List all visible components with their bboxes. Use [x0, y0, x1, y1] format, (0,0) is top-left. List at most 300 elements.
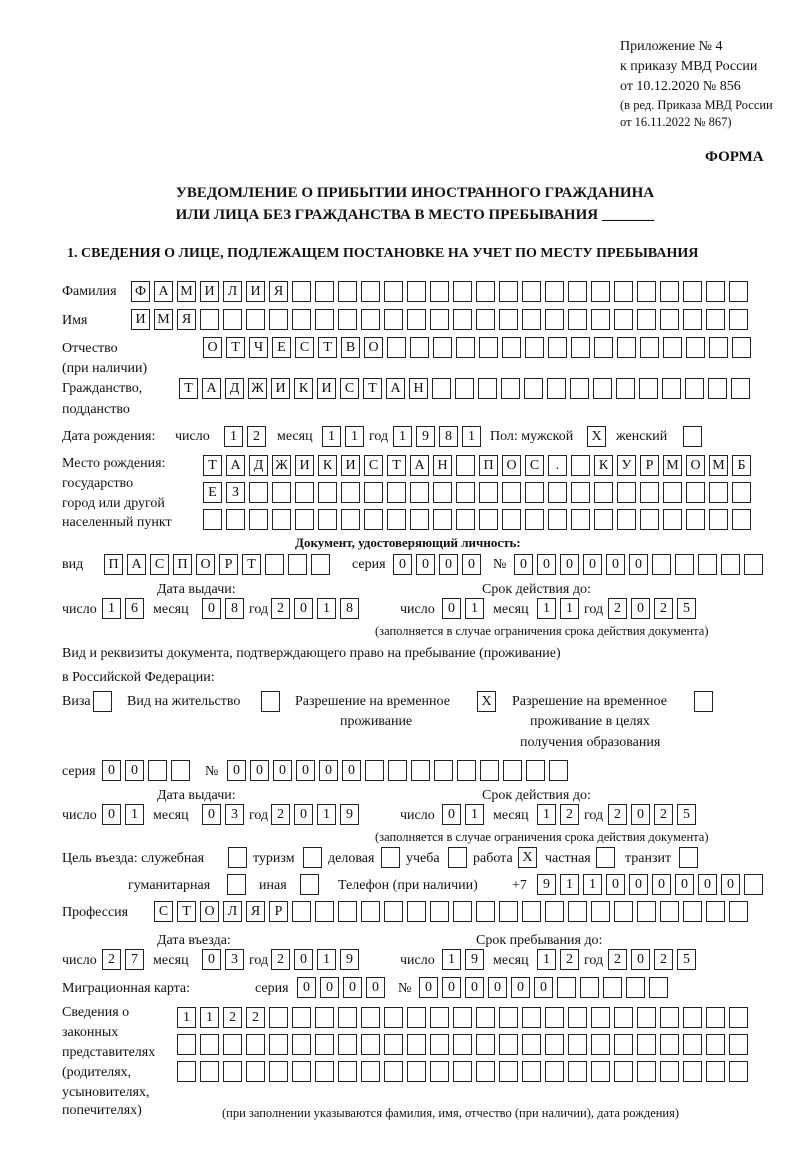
cell[interactable] — [433, 509, 452, 530]
cell[interactable] — [594, 482, 613, 503]
cell[interactable]: 1 — [317, 598, 336, 619]
cell[interactable] — [455, 378, 474, 399]
cell[interactable]: 1 — [224, 426, 243, 447]
cell[interactable]: 6 — [125, 598, 144, 619]
cell[interactable]: 0 — [294, 804, 313, 825]
cell[interactable] — [686, 509, 705, 530]
purpose-tourism-checkbox[interactable] — [303, 847, 322, 868]
cell[interactable] — [315, 309, 334, 330]
cell[interactable]: 0 — [202, 804, 221, 825]
cell[interactable]: Т — [363, 378, 382, 399]
cell[interactable]: 2 — [608, 598, 627, 619]
cell[interactable] — [476, 281, 495, 302]
cell[interactable]: 3 — [225, 949, 244, 970]
cell[interactable] — [729, 281, 748, 302]
cell[interactable] — [365, 760, 384, 781]
cell[interactable] — [706, 1034, 725, 1055]
doc-series-field[interactable] — [393, 554, 481, 575]
cell[interactable]: 1 — [102, 598, 121, 619]
cell[interactable] — [522, 1007, 541, 1028]
cell[interactable]: К — [594, 455, 613, 476]
stay-issue-day[interactable] — [102, 804, 144, 825]
cell[interactable]: Н — [409, 378, 428, 399]
cell[interactable] — [526, 760, 545, 781]
cell[interactable] — [617, 337, 636, 358]
cell[interactable] — [410, 482, 429, 503]
cell[interactable]: 5 — [677, 804, 696, 825]
doc-issue-day[interactable] — [102, 598, 144, 619]
cell[interactable] — [407, 1034, 426, 1055]
cell[interactable]: 2 — [608, 804, 627, 825]
cell[interactable] — [545, 309, 564, 330]
cell[interactable] — [453, 1034, 472, 1055]
cell[interactable] — [571, 482, 590, 503]
cell[interactable] — [522, 281, 541, 302]
cell[interactable] — [430, 309, 449, 330]
cell[interactable]: 1 — [125, 804, 144, 825]
cell[interactable] — [453, 901, 472, 922]
cell[interactable] — [432, 378, 451, 399]
cell[interactable]: 1 — [317, 949, 336, 970]
cell[interactable] — [686, 337, 705, 358]
cell[interactable] — [261, 691, 280, 712]
cell[interactable]: Л — [223, 281, 242, 302]
cell[interactable] — [591, 1007, 610, 1028]
purpose-service-checkbox[interactable] — [228, 847, 247, 868]
cell[interactable] — [732, 337, 751, 358]
entry-day[interactable] — [102, 949, 144, 970]
cell[interactable] — [433, 482, 452, 503]
cell[interactable] — [479, 482, 498, 503]
cell[interactable] — [571, 509, 590, 530]
cell[interactable] — [706, 281, 725, 302]
cell[interactable]: С — [525, 455, 544, 476]
cell[interactable] — [269, 309, 288, 330]
purpose-private-checkbox[interactable] — [596, 847, 615, 868]
cell[interactable] — [249, 482, 268, 503]
cell[interactable]: М — [663, 455, 682, 476]
cell[interactable] — [303, 847, 322, 868]
cell[interactable] — [292, 1007, 311, 1028]
cell[interactable] — [660, 1061, 679, 1082]
cell[interactable] — [338, 281, 357, 302]
cell[interactable] — [616, 378, 635, 399]
cell[interactable]: Н — [433, 455, 452, 476]
cell[interactable]: Р — [640, 455, 659, 476]
cell[interactable]: X — [587, 426, 606, 447]
cell[interactable] — [456, 337, 475, 358]
cell[interactable]: Ф — [131, 281, 150, 302]
cell[interactable] — [660, 1007, 679, 1028]
entry-month[interactable] — [202, 949, 244, 970]
cell[interactable] — [295, 509, 314, 530]
cell[interactable] — [522, 1034, 541, 1055]
cell[interactable] — [662, 378, 681, 399]
cell[interactable]: 9 — [537, 874, 556, 895]
cell[interactable] — [292, 1034, 311, 1055]
cell[interactable]: 0 — [202, 598, 221, 619]
cell[interactable] — [341, 509, 360, 530]
cell[interactable] — [698, 554, 717, 575]
cell[interactable]: 0 — [465, 977, 484, 998]
cell[interactable] — [660, 1034, 679, 1055]
stay-issue-year[interactable] — [271, 804, 359, 825]
cell[interactable]: С — [154, 901, 173, 922]
cell[interactable]: 0 — [442, 804, 461, 825]
cell[interactable] — [361, 901, 380, 922]
cell[interactable] — [338, 309, 357, 330]
cell[interactable] — [545, 1034, 564, 1055]
doc-number-field[interactable] — [514, 554, 763, 575]
cell[interactable] — [637, 1034, 656, 1055]
cell[interactable] — [525, 482, 544, 503]
cell[interactable]: 0 — [202, 949, 221, 970]
cell[interactable]: 8 — [225, 598, 244, 619]
profession-field[interactable] — [154, 901, 748, 922]
cell[interactable] — [499, 1034, 518, 1055]
cell[interactable] — [660, 901, 679, 922]
cell[interactable]: 2 — [271, 804, 290, 825]
cell[interactable] — [614, 1007, 633, 1028]
cell[interactable] — [387, 337, 406, 358]
cell[interactable] — [430, 901, 449, 922]
cell[interactable] — [545, 901, 564, 922]
cell[interactable] — [456, 455, 475, 476]
cell[interactable] — [683, 1061, 702, 1082]
cell[interactable]: 2 — [654, 804, 673, 825]
cell[interactable]: М — [154, 309, 173, 330]
cell[interactable] — [341, 482, 360, 503]
cell[interactable] — [545, 1007, 564, 1028]
cell[interactable]: 1 — [560, 598, 579, 619]
cell[interactable] — [338, 901, 357, 922]
cell[interactable]: 1 — [393, 426, 412, 447]
cell[interactable] — [499, 901, 518, 922]
cell[interactable] — [499, 1061, 518, 1082]
cell[interactable] — [407, 1061, 426, 1082]
cell[interactable] — [480, 760, 499, 781]
cell[interactable]: Л — [223, 901, 242, 922]
birth-place-line1[interactable] — [203, 455, 751, 476]
cell[interactable] — [731, 378, 750, 399]
sex-female-checkbox[interactable] — [683, 426, 702, 447]
cell[interactable] — [568, 309, 587, 330]
cell[interactable] — [361, 309, 380, 330]
cell[interactable] — [315, 281, 334, 302]
cell[interactable]: 0 — [320, 977, 339, 998]
cell[interactable] — [269, 1007, 288, 1028]
cell[interactable] — [433, 337, 452, 358]
cell[interactable] — [384, 901, 403, 922]
cell[interactable] — [411, 760, 430, 781]
cell[interactable]: Б — [732, 455, 751, 476]
birth-year-field[interactable] — [393, 426, 481, 447]
cell[interactable]: Д — [225, 378, 244, 399]
cell[interactable]: П — [479, 455, 498, 476]
birth-place-line3[interactable] — [203, 509, 751, 530]
cell[interactable]: П — [104, 554, 123, 575]
cell[interactable]: 2 — [560, 804, 579, 825]
cell[interactable]: 0 — [319, 760, 338, 781]
cell[interactable] — [499, 309, 518, 330]
cell[interactable]: 3 — [225, 804, 244, 825]
cell[interactable]: 0 — [442, 598, 461, 619]
cell[interactable]: 0 — [294, 949, 313, 970]
cell[interactable] — [384, 1007, 403, 1028]
cell[interactable] — [591, 1061, 610, 1082]
cell[interactable] — [203, 509, 222, 530]
cell[interactable]: 1 — [345, 426, 364, 447]
cell[interactable] — [318, 482, 337, 503]
cell[interactable]: И — [317, 378, 336, 399]
cell[interactable]: 1 — [462, 426, 481, 447]
cell[interactable]: 0 — [537, 554, 556, 575]
cell[interactable] — [640, 337, 659, 358]
cell[interactable] — [315, 1061, 334, 1082]
cell[interactable]: 1 — [465, 804, 484, 825]
cell[interactable]: 0 — [583, 554, 602, 575]
cell[interactable]: 1 — [537, 949, 556, 970]
cell[interactable] — [410, 337, 429, 358]
birth-day-field[interactable] — [224, 426, 266, 447]
cell[interactable] — [246, 1034, 265, 1055]
cell[interactable]: 0 — [102, 760, 121, 781]
cell[interactable] — [476, 1034, 495, 1055]
residence-permit-checkbox[interactable] — [261, 691, 280, 712]
cell[interactable] — [453, 309, 472, 330]
cell[interactable] — [708, 378, 727, 399]
cell[interactable] — [614, 309, 633, 330]
cell[interactable] — [637, 309, 656, 330]
cell[interactable]: Ж — [248, 378, 267, 399]
cell[interactable]: И — [341, 455, 360, 476]
cell[interactable]: 0 — [534, 977, 553, 998]
cell[interactable] — [338, 1007, 357, 1028]
cell[interactable] — [639, 378, 658, 399]
cell[interactable] — [686, 482, 705, 503]
cell[interactable] — [568, 901, 587, 922]
cell[interactable]: 0 — [296, 760, 315, 781]
cell[interactable] — [502, 482, 521, 503]
cell[interactable]: М — [177, 281, 196, 302]
cell[interactable] — [683, 281, 702, 302]
cell[interactable]: А — [226, 455, 245, 476]
cell[interactable] — [729, 1007, 748, 1028]
cell[interactable] — [361, 1034, 380, 1055]
cell[interactable]: Т — [226, 337, 245, 358]
cell[interactable] — [729, 1034, 748, 1055]
cell[interactable] — [545, 1061, 564, 1082]
cell[interactable] — [361, 281, 380, 302]
stay-expiry-day[interactable] — [442, 804, 484, 825]
cell[interactable]: Т — [387, 455, 406, 476]
cell[interactable] — [148, 760, 167, 781]
cell[interactable]: 9 — [340, 949, 359, 970]
cell[interactable] — [453, 1007, 472, 1028]
cell[interactable]: Р — [219, 554, 238, 575]
stay-issue-month[interactable] — [202, 804, 244, 825]
cell[interactable]: 0 — [514, 554, 533, 575]
birth-place-line2[interactable] — [203, 482, 751, 503]
cell[interactable] — [292, 1061, 311, 1082]
cell[interactable] — [709, 482, 728, 503]
stay-until-month[interactable] — [537, 949, 579, 970]
doc-type-field[interactable] — [104, 554, 330, 575]
doc-issue-year[interactable] — [271, 598, 359, 619]
cell[interactable] — [557, 977, 576, 998]
cell[interactable]: 0 — [631, 949, 650, 970]
cell[interactable] — [614, 1034, 633, 1055]
purpose-other-checkbox[interactable] — [300, 874, 319, 895]
cell[interactable]: 0 — [294, 598, 313, 619]
cell[interactable]: 2 — [608, 949, 627, 970]
cell[interactable] — [476, 1007, 495, 1028]
cell[interactable]: А — [202, 378, 221, 399]
cell[interactable] — [479, 509, 498, 530]
cell[interactable] — [292, 309, 311, 330]
representatives-line1[interactable] — [177, 1007, 748, 1028]
cell[interactable]: 8 — [439, 426, 458, 447]
cell[interactable] — [364, 509, 383, 530]
cell[interactable]: М — [709, 455, 728, 476]
cell[interactable]: 0 — [419, 977, 438, 998]
cell[interactable] — [637, 281, 656, 302]
cell[interactable]: О — [686, 455, 705, 476]
cell[interactable]: 0 — [297, 977, 316, 998]
cell[interactable] — [269, 1061, 288, 1082]
cell[interactable]: Я — [246, 901, 265, 922]
cell[interactable] — [591, 281, 610, 302]
cell[interactable]: 0 — [250, 760, 269, 781]
cell[interactable]: О — [364, 337, 383, 358]
cell[interactable] — [502, 337, 521, 358]
cell[interactable]: А — [386, 378, 405, 399]
cell[interactable]: А — [154, 281, 173, 302]
migration-series-field[interactable] — [297, 977, 385, 998]
cell[interactable] — [295, 482, 314, 503]
cell[interactable] — [499, 1007, 518, 1028]
representatives-line3[interactable] — [177, 1061, 748, 1082]
cell[interactable]: И — [271, 378, 290, 399]
doc-issue-month[interactable] — [202, 598, 244, 619]
cell[interactable]: Р — [269, 901, 288, 922]
cell[interactable] — [568, 281, 587, 302]
cell[interactable]: Ч — [249, 337, 268, 358]
cell[interactable]: И — [246, 281, 265, 302]
cell[interactable] — [732, 509, 751, 530]
cell[interactable] — [434, 760, 453, 781]
cell[interactable]: И — [295, 455, 314, 476]
cell[interactable] — [503, 760, 522, 781]
cell[interactable]: 2 — [102, 949, 121, 970]
cell[interactable]: 2 — [247, 426, 266, 447]
cell[interactable]: 2 — [271, 598, 290, 619]
cell[interactable]: 0 — [343, 977, 362, 998]
cell[interactable] — [384, 1061, 403, 1082]
cell[interactable]: А — [127, 554, 146, 575]
cell[interactable] — [93, 691, 112, 712]
cell[interactable] — [614, 281, 633, 302]
cell[interactable]: С — [340, 378, 359, 399]
cell[interactable] — [591, 309, 610, 330]
cell[interactable] — [675, 554, 694, 575]
cell[interactable] — [721, 554, 740, 575]
cell[interactable]: Е — [272, 337, 291, 358]
cell[interactable] — [315, 901, 334, 922]
cell[interactable] — [223, 1034, 242, 1055]
cell[interactable] — [729, 1061, 748, 1082]
phone-field[interactable] — [537, 874, 763, 895]
cell[interactable]: 2 — [560, 949, 579, 970]
cell[interactable] — [476, 1061, 495, 1082]
cell[interactable] — [388, 760, 407, 781]
cell[interactable]: 0 — [439, 554, 458, 575]
cell[interactable]: Т — [203, 455, 222, 476]
cell[interactable]: 9 — [465, 949, 484, 970]
cell[interactable] — [453, 281, 472, 302]
cell[interactable] — [617, 482, 636, 503]
cell[interactable]: 0 — [629, 554, 648, 575]
cell[interactable] — [300, 874, 319, 895]
cell[interactable]: О — [203, 337, 222, 358]
cell[interactable] — [430, 1007, 449, 1028]
cell[interactable] — [744, 874, 763, 895]
purpose-study-checkbox[interactable] — [448, 847, 467, 868]
cell[interactable] — [228, 847, 247, 868]
cell[interactable]: 7 — [125, 949, 144, 970]
cell[interactable]: . — [548, 455, 567, 476]
cell[interactable] — [732, 482, 751, 503]
cell[interactable] — [614, 901, 633, 922]
cell[interactable]: Т — [242, 554, 261, 575]
cell[interactable]: 0 — [606, 874, 625, 895]
cell[interactable]: О — [502, 455, 521, 476]
cell[interactable] — [338, 1034, 357, 1055]
cell[interactable] — [660, 309, 679, 330]
cell[interactable]: 1 — [200, 1007, 219, 1028]
cell[interactable] — [387, 482, 406, 503]
cell[interactable]: 1 — [317, 804, 336, 825]
cell[interactable]: 0 — [629, 874, 648, 895]
cell[interactable]: У — [617, 455, 636, 476]
cell[interactable]: Т — [177, 901, 196, 922]
cell[interactable]: 5 — [677, 949, 696, 970]
cell[interactable]: 1 — [537, 598, 556, 619]
cell[interactable]: А — [410, 455, 429, 476]
cell[interactable]: X — [477, 691, 496, 712]
cell[interactable]: 0 — [675, 874, 694, 895]
cell[interactable] — [292, 281, 311, 302]
cell[interactable] — [407, 1007, 426, 1028]
cell[interactable] — [361, 1007, 380, 1028]
cell[interactable]: 0 — [488, 977, 507, 998]
purpose-humanitarian-checkbox[interactable] — [227, 874, 246, 895]
cell[interactable] — [522, 309, 541, 330]
cell[interactable] — [315, 1034, 334, 1055]
cell[interactable] — [407, 309, 426, 330]
cell[interactable] — [227, 874, 246, 895]
cell[interactable] — [547, 378, 566, 399]
cell[interactable] — [744, 554, 763, 575]
cell[interactable]: 0 — [652, 874, 671, 895]
cell[interactable] — [430, 1034, 449, 1055]
cell[interactable] — [637, 901, 656, 922]
doc-expiry-day[interactable] — [442, 598, 484, 619]
cell[interactable]: 9 — [416, 426, 435, 447]
cell[interactable]: 0 — [102, 804, 121, 825]
cell[interactable] — [501, 378, 520, 399]
cell[interactable] — [381, 847, 400, 868]
